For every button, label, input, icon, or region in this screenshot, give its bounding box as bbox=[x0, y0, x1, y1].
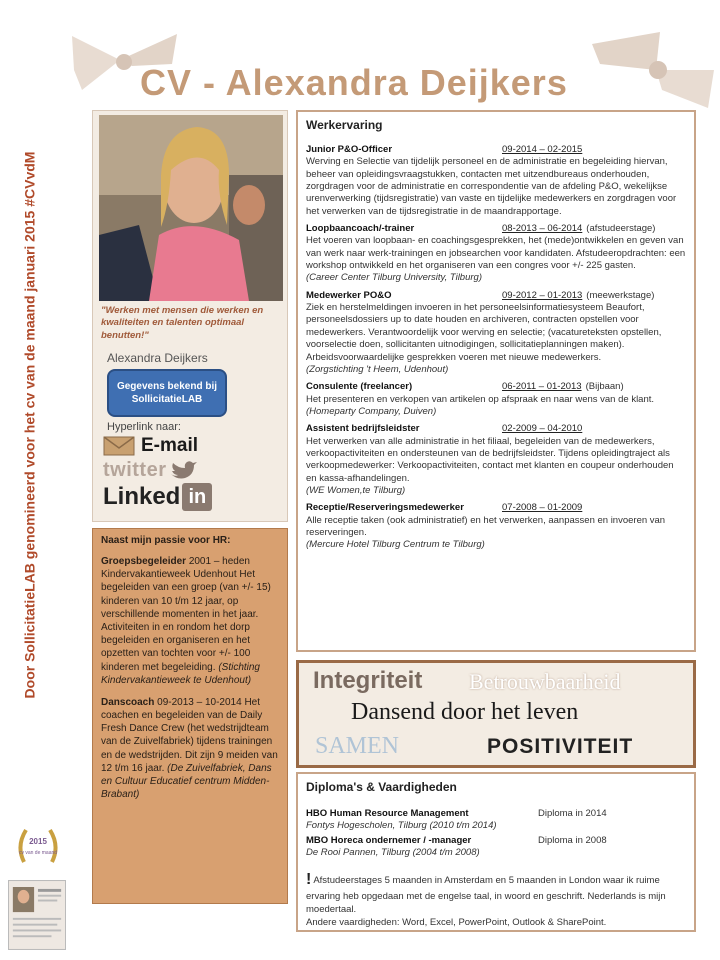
hyperlink-label: Hyperlink naar: bbox=[107, 421, 181, 433]
value-dansend: Dansend door het leven bbox=[351, 699, 579, 725]
diploma-year: Diploma in 2014 bbox=[538, 808, 607, 819]
extra-text: Afstudeerstages 5 maanden in Amsterdam en 5 maanden in London waar ik ruime ervaring heb opgedaan met de engelse taal, in woord en geschrift. Nederlands is mijn moedertaal. bbox=[306, 875, 666, 915]
extra-experience bbox=[306, 869, 686, 929]
value-integriteit: Integriteit bbox=[313, 667, 423, 694]
job-title: Consulente (freelancer) bbox=[306, 381, 413, 393]
job-period: 09-2012 – 01-2013 bbox=[502, 289, 583, 301]
diploma-name: HBO Human Resource Management bbox=[306, 808, 469, 819]
diploma-heading: Diploma's & Vaardigheden bbox=[306, 780, 457, 794]
passion-heading: Naast mijn passie voor HR: bbox=[101, 535, 231, 546]
passion-org: (Stichting Kindervakantieweek te Udenhout) bbox=[101, 661, 260, 686]
job-description: Het voeren van loopbaan- en coachingsgesprekken, het (mede)ontwikkelen en geven van van werk naar werk-trainingen en jobsearchen voor kandidaten. Afstudeeropdrachten: een workshop ontwikkeld en het organiseren van een congres voor +/- 225 gasten. bbox=[306, 235, 686, 272]
profile-quote: "Werken met mensen die werken en kwaliteiten en talenten optimaal benutten!" bbox=[101, 305, 264, 341]
value-positiviteit: POSITIVITEIT bbox=[487, 735, 634, 758]
linkedin-in-icon: in bbox=[182, 483, 212, 511]
twitter-bird-icon bbox=[169, 460, 197, 482]
job-entry bbox=[306, 144, 686, 218]
info-button[interactable]: Gegevens bekend bij SollicitatieLAB bbox=[107, 369, 227, 417]
diploma-item bbox=[306, 808, 686, 833]
diploma-panel bbox=[296, 772, 696, 932]
passion-title: Groepsbegeleider bbox=[101, 556, 187, 567]
diploma-name: MBO Horeca ondernemer / -manager bbox=[306, 834, 472, 846]
job-entry bbox=[306, 223, 686, 285]
job-organisation: (Zorgstichting 't Heem, Udenhout) bbox=[306, 363, 449, 375]
cv-thumbnail bbox=[8, 880, 66, 950]
passion-title: Danscoach bbox=[101, 696, 155, 708]
values-box bbox=[296, 660, 696, 768]
linkedin-link[interactable] bbox=[103, 483, 212, 511]
job-entry bbox=[306, 502, 686, 551]
twitter-label: twitter bbox=[103, 459, 167, 481]
profile-photo bbox=[99, 115, 283, 301]
job-organisation: (Career Center Tilburg University, Tilburg) bbox=[306, 272, 482, 284]
diploma-year: Diploma in 2008 bbox=[538, 834, 607, 846]
award-laurel-icon bbox=[14, 822, 62, 866]
award-label: cv van de maand bbox=[18, 850, 58, 856]
exclamation-icon: ! bbox=[306, 871, 312, 889]
twitter-link[interactable] bbox=[103, 459, 197, 482]
passion-period: 09-2013 – 10-2014 bbox=[157, 696, 242, 708]
job-description: Werving en Selectie van tijdelijk personeel en de administratie en begeleiding hiervan, beheer van opleidingsvraagstukken, contacten met uitzendbureaus onderhouden, zorgdragen voor de administratie en correspondentie van de afdeling P&O, wekelijkse urenverwerking (tijdsregistratie) van vaste en tijdelijke medewerkers en zorgdragen voor het verwerken van de tijdsregistratie in de maandrapportage. bbox=[306, 156, 677, 217]
passion-item-1 bbox=[101, 696, 279, 802]
envelope-icon bbox=[103, 436, 135, 456]
email-label: E-mail bbox=[141, 435, 199, 456]
job-note: (meewerkstage) bbox=[586, 289, 655, 301]
award-year: 2015 bbox=[29, 837, 47, 846]
passion-period: 2001 – heden bbox=[188, 556, 250, 567]
job-period: 09-2014 – 02-2015 bbox=[502, 144, 583, 155]
diploma-school: De Rooi Pannen, Tilburg (2004 t/m 2008) bbox=[306, 847, 480, 859]
work-heading: Werkervaring bbox=[306, 118, 383, 132]
job-description: Het verwerken van alle administratie in het filiaal, begeleiden van de medewerkers, verkoopactiviteiten en ondersteunen van de bedrijfsleidster. Tijdens opleidingtraject als verkoopmedewerker: Verkoopactiviteiten, contact met klanten en coupeur onderhouden en kassa-afhandelingen. bbox=[306, 435, 674, 484]
passion-item-0 bbox=[101, 555, 279, 687]
value-samen: SAMEN bbox=[315, 733, 400, 759]
job-title: Medewerker PO&O bbox=[306, 289, 392, 301]
value-betrouwbaarheid: Betrouwbaarheid bbox=[469, 669, 621, 694]
job-note: (afstudeerstage) bbox=[586, 223, 656, 235]
profile-panel bbox=[92, 110, 288, 522]
job-description: Ziek en herstelmeldingen invoeren in het personeelsinformatiesysteem Beaufort, personeelsdossiers up to date houden en archiveren, contracten opstellen voor medewerkers. Verantwoordelijk voor werving en selectie; (vacatureteksten opstellen, voorselectie doen, sollicitanten uitnodigingen, sollicitatieplanningen maken). Arbeidsvoorwaardelijke gesprekken voeren met nieuwe medewerkers. bbox=[306, 302, 662, 363]
passion-org: (De Zuivelfabriek, Dans en Cultuur Educatief centrum Midden-Brabant) bbox=[101, 762, 272, 801]
side-caption: Door SollicitatieLAB genomineerd voor het cv van de maand januari 2015 #CVvdM bbox=[21, 151, 37, 699]
passion-panel bbox=[92, 528, 288, 904]
job-description: Het presenteren en verkopen van artikelen op afspraak en naar wens van de klant. bbox=[306, 393, 655, 405]
job-title: Junior P&O-Officer bbox=[306, 144, 393, 155]
job-organisation: (Homeparty Company, Duiven) bbox=[306, 405, 437, 417]
email-link[interactable] bbox=[103, 435, 198, 457]
page-title: CV - Alexandra Deijkers bbox=[140, 62, 568, 103]
job-title: Loopbaancoach/-trainer bbox=[306, 223, 415, 235]
job-organisation: (WE Women,te Tilburg) bbox=[306, 484, 406, 496]
job-period: 07-2008 – 01-2009 bbox=[502, 502, 583, 514]
job-note: (Bijbaan) bbox=[585, 381, 624, 393]
job-period: 08-2013 – 06-2014 bbox=[502, 223, 583, 235]
job-list bbox=[306, 144, 686, 552]
diploma-item bbox=[306, 835, 686, 860]
job-organisation: (Mercure Hotel Tilburg Centrum te Tilburg) bbox=[306, 539, 485, 551]
job-entry bbox=[306, 381, 686, 418]
work-experience-panel bbox=[296, 110, 696, 652]
skills-text: Andere vaardigheden: Word, Excel, PowerPoint, Outlook & SharePoint. bbox=[306, 916, 607, 928]
passion-desc: Het coachen en begeleiden van de Daily Fresh Dance Crew (het wedstrijdteam van de Zuivelfabriek) tijdens trainingen en de wedstrijden. Dit zijn 9 meiden van 12 t/m 16 jaar. bbox=[101, 696, 278, 774]
job-period: 02-2009 – 04-2010 bbox=[502, 423, 583, 435]
job-title: Receptie/Reserveringsmedewerker bbox=[306, 502, 464, 514]
job-entry bbox=[306, 290, 686, 376]
job-title: Assistent bedrijfsleidster bbox=[306, 423, 420, 435]
passion-desc: Kindervakantieweek Udenhout Het begeleiden van een groep (van +/- 15) kinderen van 10 t/m 12 jaar, op verschillende momenten in het jaar. Activiteiten in en rondom het dorp begeleiden en organiseren en het opzetten van tochten voor +/- 100 kinderen met begeleiding. bbox=[101, 569, 271, 673]
job-entry bbox=[306, 423, 686, 497]
profile-name: Alexandra Deijkers bbox=[107, 351, 208, 365]
linkedin-label: Linked bbox=[103, 483, 181, 510]
diploma-school: Fontys Hogescholen, Tilburg (2010 t/m 2014) bbox=[306, 820, 497, 832]
job-description: Alle receptie taken (ook administratief) en het verwerken, aanpassen en invoeren van reserveringen. bbox=[306, 514, 666, 538]
job-period: 06-2011 – 01-2013 bbox=[502, 381, 582, 393]
